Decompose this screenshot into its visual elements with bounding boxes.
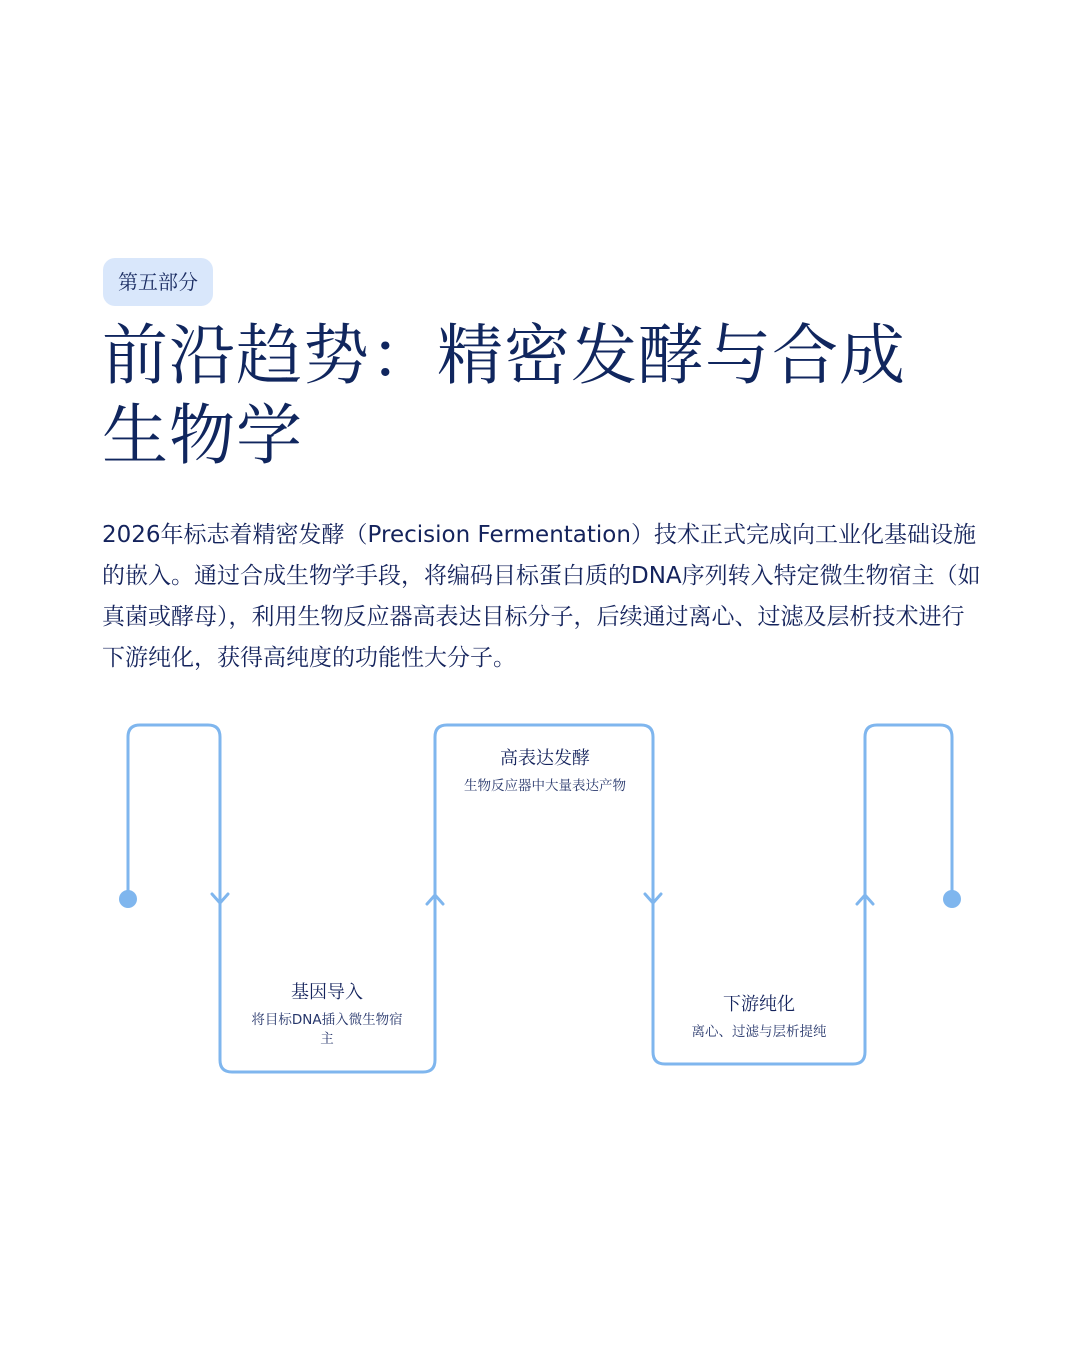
step-title: 高表达发酵 [500,748,590,769]
step-gene-import [247,980,407,1049]
step-purification [670,992,848,1042]
step-description: 将目标DNA插入微生物宿主 [251,1012,403,1047]
step-description: 生物反应器中大量表达产物 [464,778,626,794]
process-diagram [0,700,1080,1100]
end-dot-icon [943,890,961,908]
section-badge: 第五部分 [103,258,213,306]
intro-paragraph: 2026年标志着精密发酵（Precision Fermentation）技术正式完成向工业化基础设施的嵌入。通过合成生物学手段，将编码目标蛋白质的DNA序列转入特定微生物宿主（如真菌或酵母），利用生物反应器高表达目标分子，后续通过离心、过滤及层析技术进行下游纯化，获得高纯度的功能性大分子。 [102,522,981,671]
page-title: 前沿趋势：精密发酵与合成生物学 [102,317,906,474]
step-fermentation [464,746,626,796]
start-dot-icon [119,890,137,908]
step-description: 离心、过滤与层析提纯 [691,1024,827,1040]
step-title: 下游纯化 [723,994,795,1015]
step-title: 基因导入 [291,982,363,1003]
